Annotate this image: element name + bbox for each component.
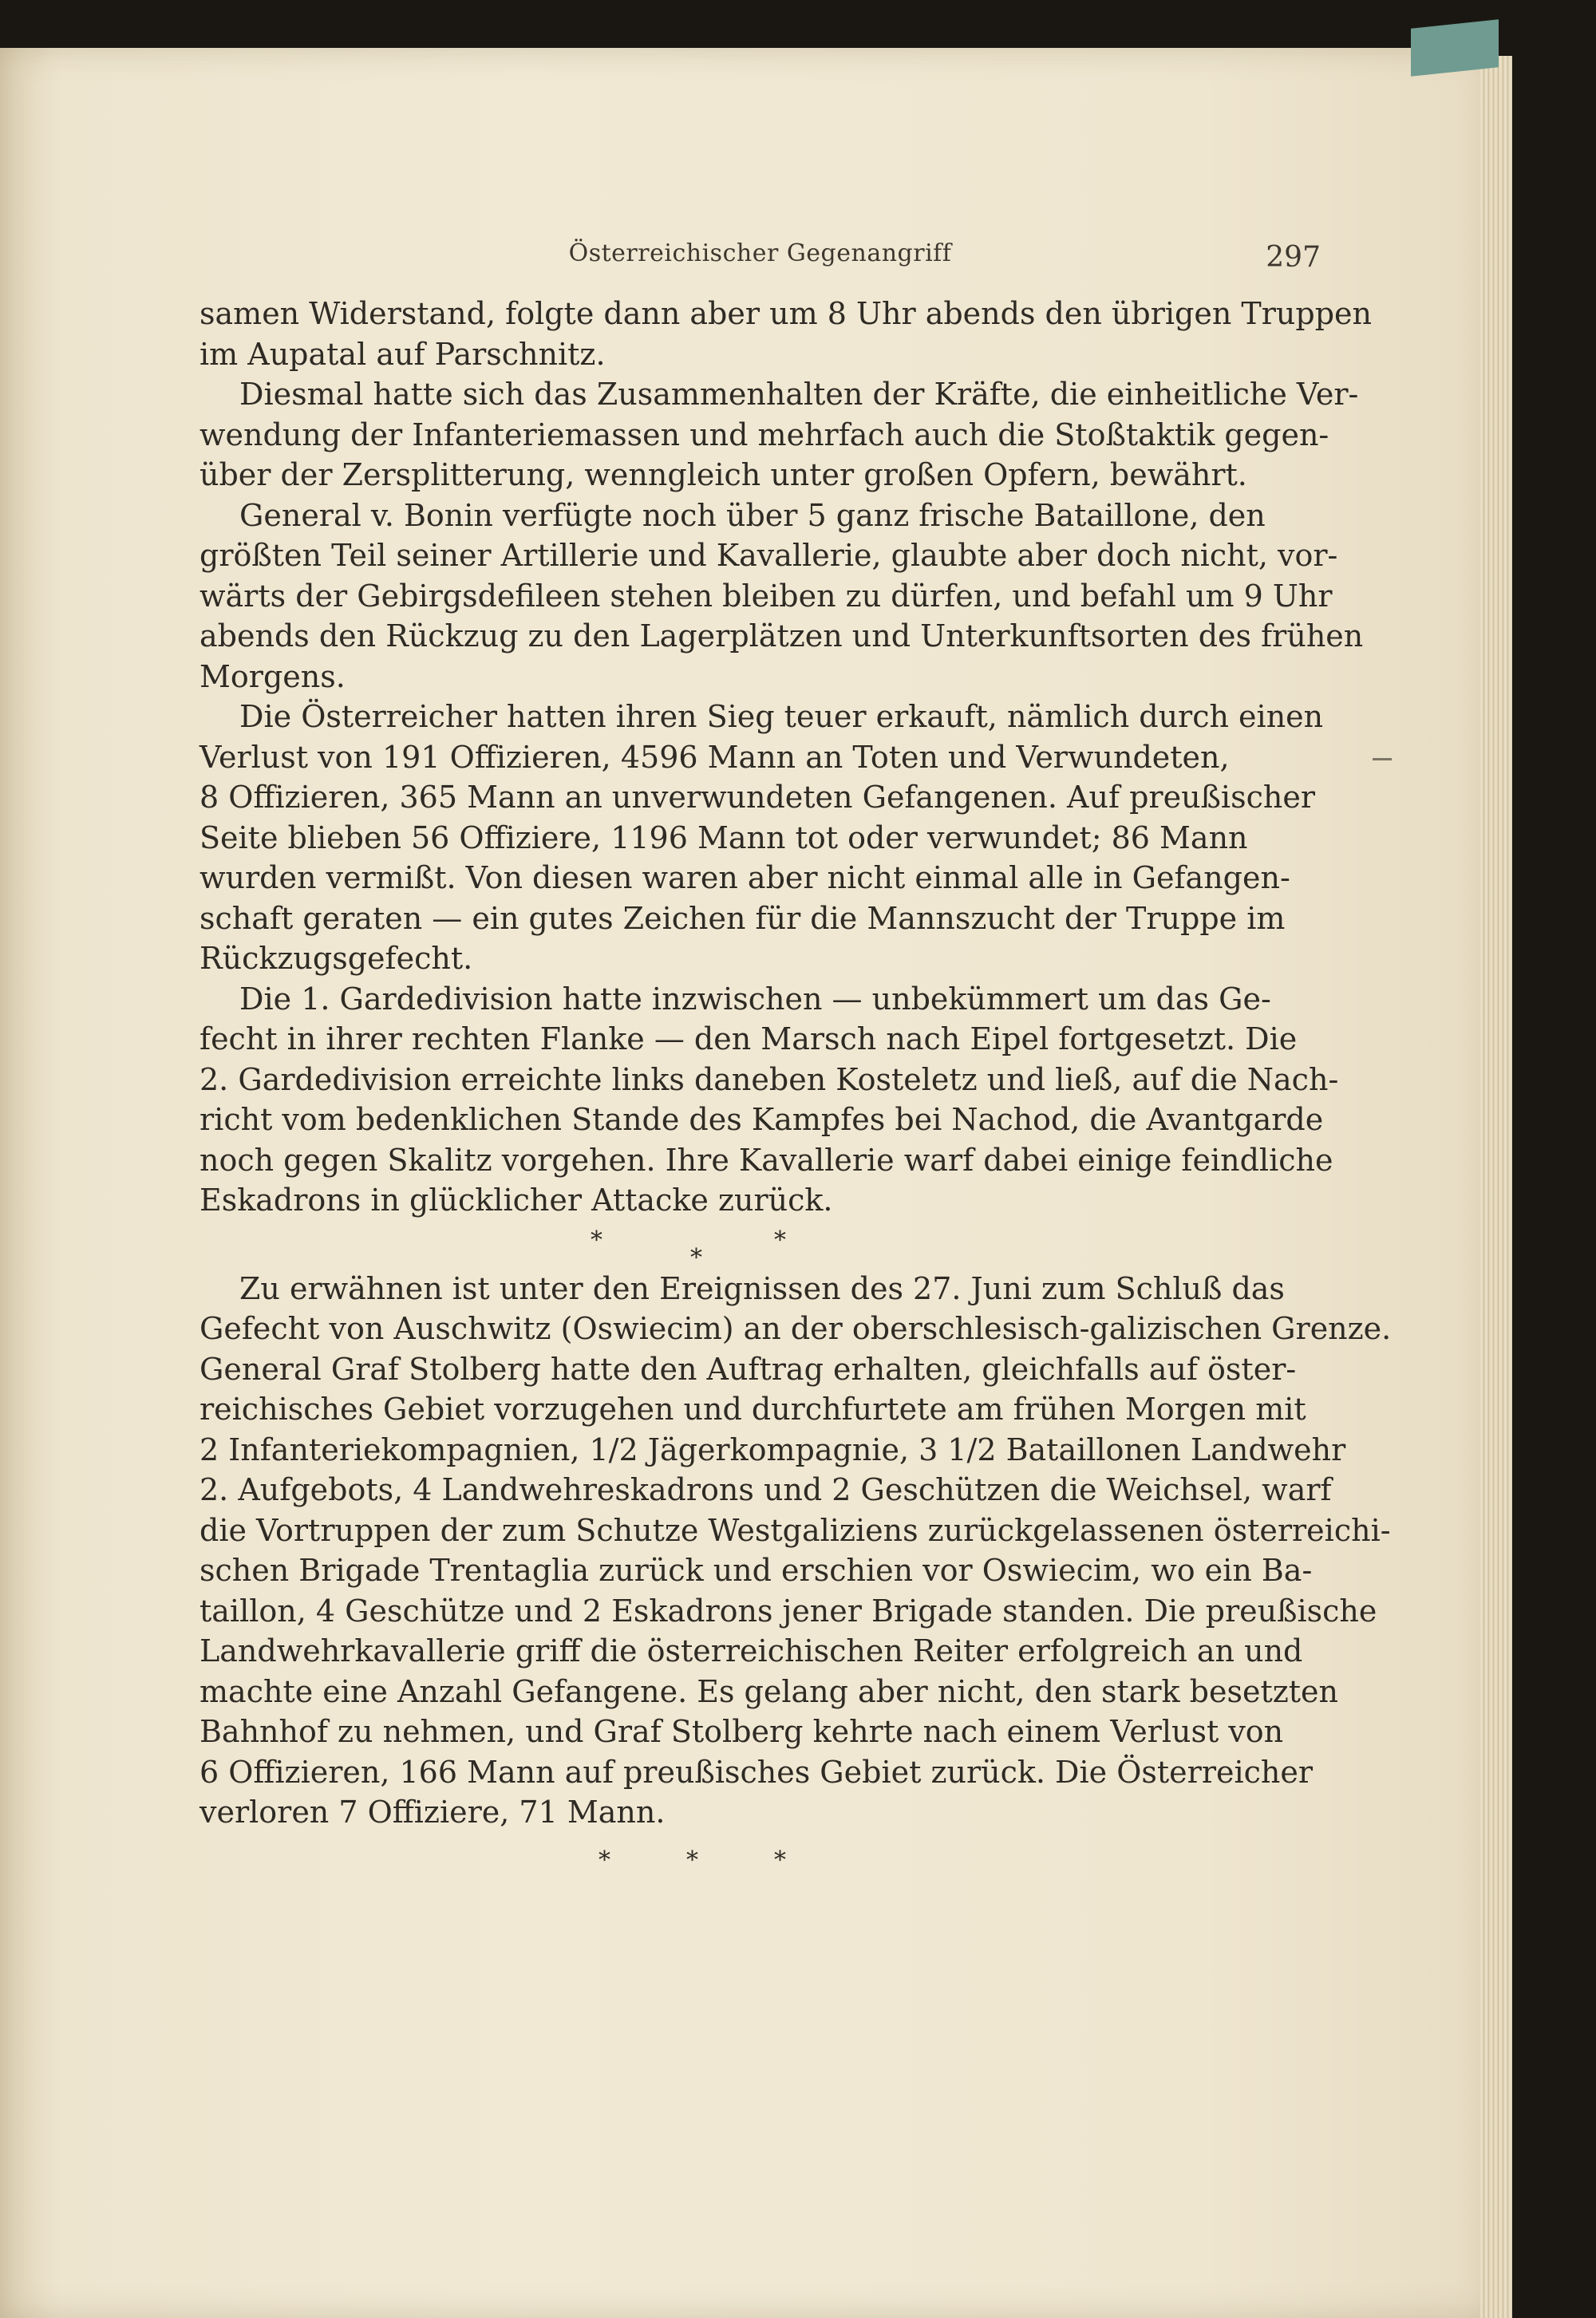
text-line: verloren 7 Offiziere, 71 Mann. (200, 1795, 666, 1830)
asterisk: * (774, 1846, 786, 1874)
text-line: Eskadrons in glücklicher Attacke zurück. (200, 1183, 833, 1218)
text-line: schaft geraten — ein gutes Zeichen für die Mannszucht der Truppe im (200, 900, 1286, 936)
text-line: größten Teil seiner Artillerie und Kavallerie, glaubte aber doch nicht, vor- (200, 538, 1338, 573)
text-line: 2 Infanteriekompagnien, 1/2 Jägerkompagnie, 3 1/2 Bataillonen Landwehr (200, 1431, 1346, 1467)
margin-mark (1373, 758, 1392, 760)
page-edges (1480, 56, 1512, 2318)
text-line: abends den Rückzug zu den Lagerplätzen und Unterkunftsorten des frühen (200, 618, 1364, 654)
text-line: Verlust von 191 Offizieren, 4596 Mann an Toten und Verwundeten, (200, 739, 1230, 775)
text-line: schen Brigade Trentaglia zurück und erschien vor Oswiecim, wo ein Ba- (200, 1553, 1313, 1588)
page-header (200, 239, 1321, 279)
text-line: Die 1. Gardedivision hatte inzwischen — unbekümmert um das Ge- (239, 981, 1271, 1017)
text-line: General v. Bonin verfügte noch über 5 ganz frische Bataillone, den (239, 497, 1266, 533)
text-line: Zu erwähnen ist unter den Ereignissen des 27. Juni zum Schluß das (239, 1270, 1285, 1306)
asterisk: * (774, 1226, 786, 1254)
text-line: General Graf Stolberg hatte den Auftrag erhalten, gleichfalls auf öster- (200, 1351, 1297, 1387)
section-separator (200, 1221, 1201, 1272)
text-line: Die Österreicher hatten ihren Sieg teuer erkauft, nämlich durch einen (239, 699, 1324, 734)
asterisk: * (686, 1846, 698, 1874)
text-line: Rückzugsgefecht. (200, 941, 473, 976)
text-line: über der Zersplitterung, wenngleich unter großen Opfern, bewährt. (200, 457, 1247, 492)
body-text (200, 294, 1392, 1881)
asterisk: * (690, 1243, 702, 1272)
page-number: 297 (1266, 241, 1321, 274)
asterisk: * (598, 1846, 610, 1874)
section-separator (200, 1833, 1201, 1881)
text-line: Gefecht von Auschwitz (Oswiecim) an der oberschlesisch-galizischen Grenze. (200, 1311, 1392, 1346)
text-line: Diesmal hatte sich das Zusammenhalten der Kräfte, die einheitliche Ver- (239, 377, 1359, 412)
text-line: samen Widerstand, folgte dann aber um 8 Uhr abends den übrigen Truppen (200, 296, 1372, 331)
text-line: wendung der Infanteriemassen und mehrfach auch die Stoßtaktik gegen- (200, 417, 1329, 452)
text-line: Seite blieben 56 Offiziere, 1196 Mann tot oder verwundet; 86 Mann (200, 819, 1248, 855)
text-line: 8 Offizieren, 365 Mann an unverwundeten Gefangenen. Auf preußischer (200, 780, 1315, 815)
text-line: richt vom bedenklichen Stande des Kampfes bei Nachod, die Avantgarde (200, 1102, 1324, 1137)
text-line: die Vortruppen der zum Schutze Westgaliziens zurückgelassenen österreichi- (200, 1512, 1391, 1548)
text-line: reichisches Gebiet vorzugehen und durchfurtete am frühen Morgen mit (200, 1392, 1306, 1427)
text-line: 6 Offizieren, 166 Mann auf preußisches Gebiet zurück. Die Österreicher (200, 1754, 1314, 1790)
text-line: im Aupatal auf Parschnitz. (200, 336, 606, 372)
text-line: machte eine Anzahl Gefangene. Es gelang aber nicht, den stark besetzten (200, 1673, 1338, 1709)
text-line: fecht in ihrer rechten Flanke — den Marsch nach Eipel fortgesetzt. Die (200, 1021, 1298, 1056)
text-line: wärts der Gebirgsdefileen stehen bleiben zu dürfen, und befahl um 9 Uhr (200, 578, 1333, 614)
green-tab-marker (1411, 19, 1499, 77)
text-line: 2. Gardedivision erreichte links daneben Kosteletz und ließ, auf die Nach- (200, 1061, 1339, 1097)
text-line: Morgens. (200, 658, 346, 694)
asterisk: * (591, 1226, 602, 1254)
text-line: Bahnhof zu nehmen, und Graf Stolberg kehrte nach einem Verlust von (200, 1714, 1284, 1749)
text-line: Landwehrkavallerie griff die österreichischen Reiter erfolgreich an und (200, 1633, 1303, 1668)
text-line: wurden vermißt. Von diesen waren aber nicht einmal alle in Gefangen- (200, 860, 1290, 895)
running-head: Österreichischer Gegenangriff (568, 239, 952, 267)
text-line: noch gegen Skalitz vorgehen. Ihre Kavallerie warf dabei einige feindliche (200, 1142, 1333, 1178)
text-line: 2. Aufgebots, 4 Landwehreskadrons und 2 Geschützen die Weichsel, warf (200, 1472, 1332, 1507)
text-line: taillon, 4 Geschütze und 2 Eskadrons jener Brigade standen. Die preußische (200, 1593, 1377, 1629)
